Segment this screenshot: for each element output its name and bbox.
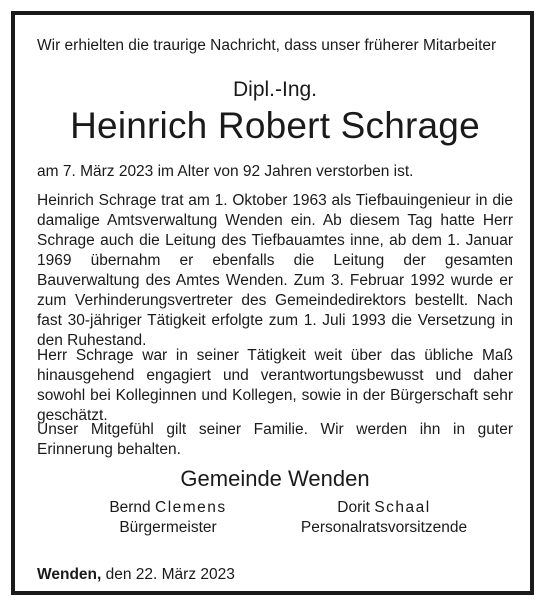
signatory-first-name: Dorit	[337, 499, 370, 516]
organization-name: Gemeinde Wenden	[180, 466, 370, 491]
academic-title: Dipl.-Ing.	[232, 78, 318, 101]
tribute-paragraph: Herr Schrage war in seiner Tätigkeit weit über das übliche Maß hinausgehend engagiert und verantwortungsbewusst und daher sowohl bei Kolleginnen und Kollegen, sowie in der Bürgerschaft sehr geschätzt.	[37, 347, 513, 424]
signatory-role: Personalratsvorsitzende	[300, 519, 468, 536]
signatory-last-name: Schaal	[374, 499, 431, 516]
condolence-paragraph: Unser Mitgefühl gilt seiner Familie. Wir werden ihn in guter Erinnerung behalten.	[37, 421, 513, 458]
signatory-staff-council	[254, 498, 514, 538]
intro-text: Wir erhielten die traurige Nachricht, dass unser früherer Mitarbeiter	[37, 37, 497, 54]
signatory-name	[254, 498, 514, 518]
place: Wenden,	[37, 566, 102, 583]
place-date-line	[37, 565, 513, 585]
signatory-last-name: Clemens	[155, 499, 227, 516]
deceased-name: Heinrich Robert Schrage	[70, 105, 480, 146]
signatory-first-name: Bernd	[109, 499, 151, 516]
date: den 22. März 2023	[105, 566, 235, 583]
signatory-role: Bürgermeister	[119, 519, 217, 536]
death-statement: am 7. März 2023 im Alter von 92 Jahren verstorben ist.	[37, 163, 414, 180]
career-paragraph: Heinrich Schrage trat am 1. Oktober 1963 als Tiefbauingenieur in die damalige Amtsverwaltung Wenden ein. Ab diesem Tag hatte Herr Schrage auch die Leitung des Tiefbauamtes inne, ab dem 1. Januar 1969 übernahm er ebenfalls die Leitung der gesamten Bauverwaltung des Amtes Wenden. Zum 3. Februar 1992 wurde er zum Verhinderungsvertreter des Gemeindedirektors bestellt. Nach fast 30-jähriger Tätigkeit erfolgte zum 1. Juli 1993 die Versetzung in den Ruhestand.	[37, 192, 513, 349]
